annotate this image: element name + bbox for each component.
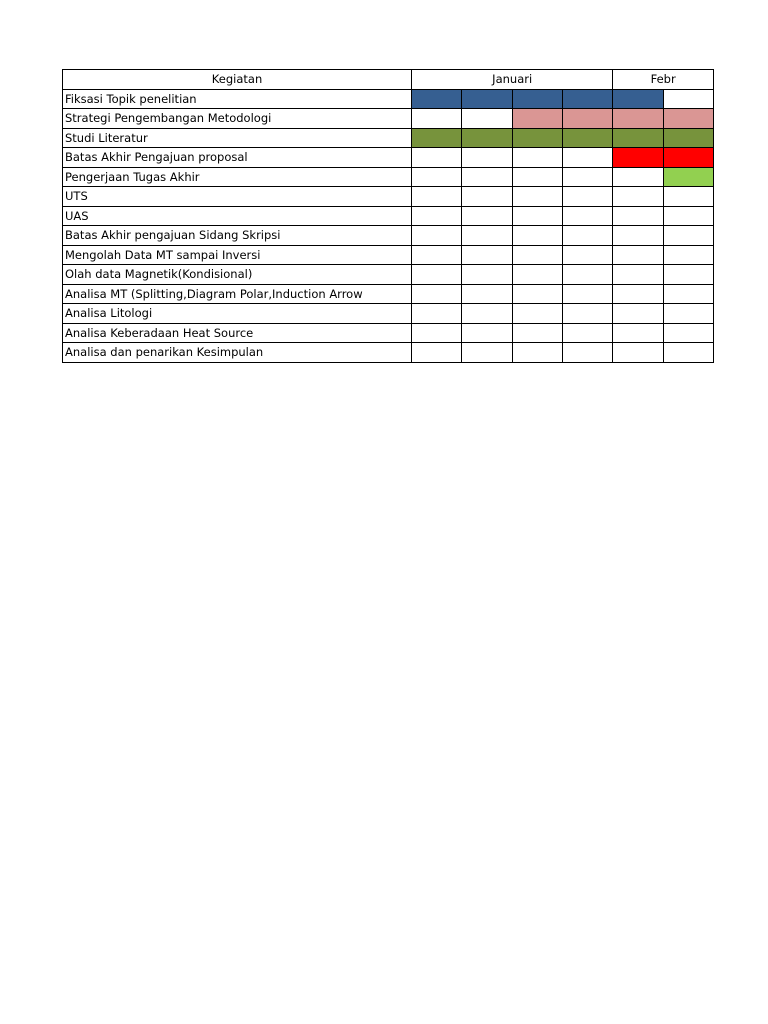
week-cell[interactable] bbox=[613, 226, 663, 246]
week-cell[interactable] bbox=[462, 284, 512, 304]
week-cell[interactable] bbox=[462, 343, 512, 363]
header-row bbox=[63, 70, 714, 90]
week-cell[interactable] bbox=[462, 89, 512, 109]
week-cell[interactable] bbox=[562, 187, 612, 207]
week-cell[interactable] bbox=[412, 206, 462, 226]
week-cell[interactable] bbox=[613, 323, 663, 343]
week-cell[interactable] bbox=[663, 89, 713, 109]
week-cell[interactable] bbox=[412, 343, 462, 363]
week-cell[interactable] bbox=[412, 148, 462, 168]
week-cell[interactable] bbox=[562, 343, 612, 363]
week-cell[interactable] bbox=[512, 148, 562, 168]
week-cell[interactable] bbox=[663, 226, 713, 246]
week-cell[interactable] bbox=[412, 167, 462, 187]
week-cell[interactable] bbox=[613, 245, 663, 265]
week-cell[interactable] bbox=[412, 304, 462, 324]
week-cell[interactable] bbox=[613, 128, 663, 148]
week-cell[interactable] bbox=[562, 128, 612, 148]
week-cell[interactable] bbox=[462, 323, 512, 343]
table-row bbox=[63, 206, 714, 226]
table-row bbox=[63, 323, 714, 343]
table-row bbox=[63, 187, 714, 207]
activity-cell[interactable]: Analisa Keberadaan Heat Source bbox=[63, 323, 412, 343]
week-cell[interactable] bbox=[562, 323, 612, 343]
week-cell[interactable] bbox=[562, 265, 612, 285]
week-cell[interactable] bbox=[562, 304, 612, 324]
week-cell[interactable] bbox=[462, 128, 512, 148]
table-row bbox=[63, 89, 714, 109]
week-cell[interactable] bbox=[613, 284, 663, 304]
week-cell[interactable] bbox=[512, 323, 562, 343]
table-row bbox=[63, 148, 714, 168]
week-cell[interactable] bbox=[512, 109, 562, 129]
activity-header[interactable]: Kegiatan bbox=[63, 70, 412, 90]
table-row bbox=[63, 226, 714, 246]
schedule-rows bbox=[63, 89, 714, 362]
activity-cell[interactable]: Batas Akhir Pengajuan proposal bbox=[63, 148, 412, 168]
week-cell[interactable] bbox=[663, 187, 713, 207]
week-cell[interactable] bbox=[512, 128, 562, 148]
week-cell[interactable] bbox=[512, 187, 562, 207]
spreadsheet-view bbox=[62, 69, 676, 361]
week-cell[interactable] bbox=[663, 343, 713, 363]
week-cell[interactable] bbox=[462, 304, 512, 324]
activity-cell[interactable]: Analisa MT (Splitting,Diagram Polar,Induction Arrow bbox=[63, 284, 412, 304]
week-cell[interactable] bbox=[613, 148, 663, 168]
week-cell[interactable] bbox=[462, 265, 512, 285]
week-cell[interactable] bbox=[562, 109, 612, 129]
table-row bbox=[63, 128, 714, 148]
week-cell[interactable] bbox=[412, 187, 462, 207]
activity-cell[interactable]: Studi Literatur bbox=[63, 128, 412, 148]
week-cell[interactable] bbox=[512, 89, 562, 109]
week-cell[interactable] bbox=[613, 89, 663, 109]
week-cell[interactable] bbox=[613, 167, 663, 187]
week-cell[interactable] bbox=[412, 128, 462, 148]
week-cell[interactable] bbox=[663, 206, 713, 226]
month-header-januari[interactable]: Januari bbox=[412, 70, 613, 90]
table-row bbox=[63, 167, 714, 187]
week-cell[interactable] bbox=[562, 89, 612, 109]
table-row bbox=[63, 304, 714, 324]
week-cell[interactable] bbox=[462, 167, 512, 187]
week-cell[interactable] bbox=[412, 109, 462, 129]
table-row bbox=[63, 343, 714, 363]
week-cell[interactable] bbox=[663, 167, 713, 187]
week-cell[interactable] bbox=[412, 323, 462, 343]
week-cell[interactable] bbox=[512, 284, 562, 304]
activity-cell[interactable]: Fiksasi Topik penelitian bbox=[63, 89, 412, 109]
week-cell[interactable] bbox=[412, 265, 462, 285]
week-cell[interactable] bbox=[462, 206, 512, 226]
week-cell[interactable] bbox=[663, 245, 713, 265]
week-cell[interactable] bbox=[663, 323, 713, 343]
week-cell[interactable] bbox=[613, 304, 663, 324]
activity-cell[interactable]: Analisa dan penarikan Kesimpulan bbox=[63, 343, 412, 363]
week-cell[interactable] bbox=[412, 89, 462, 109]
week-cell[interactable] bbox=[512, 206, 562, 226]
week-cell[interactable] bbox=[663, 128, 713, 148]
week-cell[interactable] bbox=[562, 226, 612, 246]
week-cell[interactable] bbox=[412, 226, 462, 246]
table-row bbox=[63, 284, 714, 304]
week-cell[interactable] bbox=[663, 109, 713, 129]
table-row bbox=[63, 245, 714, 265]
activity-cell[interactable]: Olah data Magnetik(Kondisional) bbox=[63, 265, 412, 285]
week-cell[interactable] bbox=[462, 187, 512, 207]
week-cell[interactable] bbox=[462, 109, 512, 129]
week-cell[interactable] bbox=[562, 148, 612, 168]
activity-cell[interactable]: UAS bbox=[63, 206, 412, 226]
week-cell[interactable] bbox=[462, 245, 512, 265]
week-cell[interactable] bbox=[462, 148, 512, 168]
week-cell[interactable] bbox=[562, 167, 612, 187]
activity-cell[interactable]: UTS bbox=[63, 187, 412, 207]
week-cell[interactable] bbox=[512, 343, 562, 363]
month-header-februari[interactable]: Febr bbox=[613, 70, 714, 90]
schedule-table bbox=[62, 69, 714, 363]
week-cell[interactable] bbox=[412, 245, 462, 265]
activity-cell[interactable]: Batas Akhir pengajuan Sidang Skripsi bbox=[63, 226, 412, 246]
week-cell[interactable] bbox=[512, 304, 562, 324]
week-cell[interactable] bbox=[613, 109, 663, 129]
week-cell[interactable] bbox=[613, 206, 663, 226]
week-cell[interactable] bbox=[512, 265, 562, 285]
week-cell[interactable] bbox=[562, 284, 612, 304]
week-cell[interactable] bbox=[663, 148, 713, 168]
activity-cell[interactable]: Pengerjaan Tugas Akhir bbox=[63, 167, 412, 187]
week-cell[interactable] bbox=[663, 265, 713, 285]
week-cell[interactable] bbox=[562, 245, 612, 265]
week-cell[interactable] bbox=[562, 206, 612, 226]
week-cell[interactable] bbox=[613, 187, 663, 207]
week-cell[interactable] bbox=[663, 284, 713, 304]
activity-cell[interactable]: Analisa Litologi bbox=[63, 304, 412, 324]
table-row bbox=[63, 265, 714, 285]
week-cell[interactable] bbox=[512, 226, 562, 246]
week-cell[interactable] bbox=[613, 265, 663, 285]
table-row bbox=[63, 109, 714, 129]
activity-cell[interactable]: Mengolah Data MT sampai Inversi bbox=[63, 245, 412, 265]
week-cell[interactable] bbox=[663, 304, 713, 324]
activity-cell[interactable]: Strategi Pengembangan Metodologi bbox=[63, 109, 412, 129]
week-cell[interactable] bbox=[462, 226, 512, 246]
week-cell[interactable] bbox=[512, 167, 562, 187]
week-cell[interactable] bbox=[512, 245, 562, 265]
week-cell[interactable] bbox=[412, 284, 462, 304]
week-cell[interactable] bbox=[613, 343, 663, 363]
